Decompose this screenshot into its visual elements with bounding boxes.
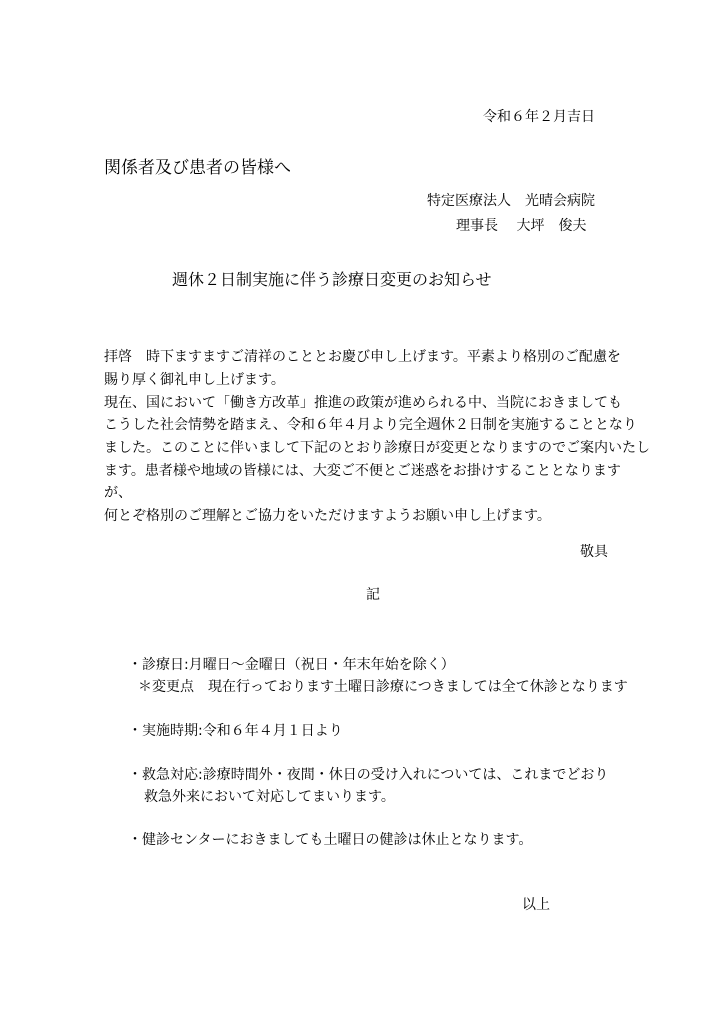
note-item-emergency: ・救急対応:診療時間外・夜間・休日の受け入れについては、これまでどおり (128, 767, 609, 783)
body-line: ました。このことに伴いまして下記のとおり診療日が変更となりますのでご案内いたし (104, 440, 650, 456)
body-line: 何とぞ格別のご理解とご協力をいただけますようお願い申し上げます。 (104, 508, 551, 524)
notice-title: 週休２日制実施に伴う診療日変更のお知らせ (172, 270, 492, 289)
note-item-change-point: ＊変更点 現在行っております土曜日診療につきましては全て休診となります (138, 679, 628, 695)
note-item-emergency-cont: 救急外来において対応してまいります。 (144, 789, 395, 805)
body-line: こうした社会情勢を踏まえ、令和６年４月より完全週休２日制を実施することとなり (104, 417, 637, 433)
body-line: が、 (104, 485, 132, 501)
body-line: 賜り厚く御礼申し上げます。 (104, 372, 285, 388)
ki-heading: 記 (366, 587, 380, 603)
issue-date: 令和６年２月吉日 (483, 109, 595, 125)
note-item-health-center: ・健診センターにおきましても土曜日の健診は休止となります。 (128, 832, 533, 848)
note-item-schedule: ・診療日:月曜日～金曜日（祝日・年末年始を除く） (128, 657, 455, 673)
addressee: 関係者及び患者の皆様へ (104, 158, 291, 178)
body-line: 現在、国において「働き方改革」推進の政策が進められる中、当院におきましても (104, 395, 622, 411)
closing-salutation: 敬具 (580, 544, 608, 560)
note-item-effective-date: ・実施時期:令和６年４月１日より (128, 723, 343, 739)
body-line: ます。患者様や地域の皆様には、大変ご不便とご迷惑をお掛けすることとなります (104, 463, 621, 479)
end-mark: 以上 (522, 897, 550, 913)
chairman-name: 理事長 大坪 俊夫 (456, 218, 587, 234)
body-line: 拝啓 時下ますますご清祥のこととお慶び申し上げます。平素より格別のご配慮を (104, 349, 621, 365)
organization-name: 特定医療法人 光晴会病院 (427, 193, 595, 209)
